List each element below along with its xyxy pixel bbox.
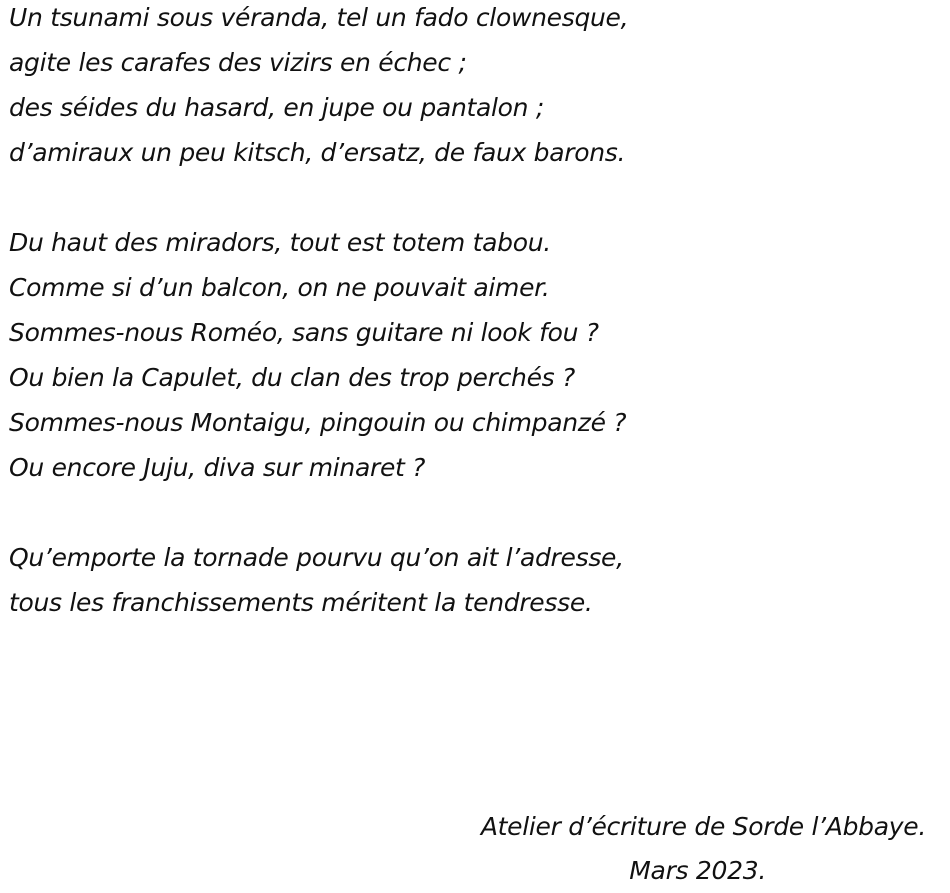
poem-line: Un tsunami sous véranda, tel un fado clownesque, — [9, 3, 629, 32]
poem-line: Du haut des miradors, tout est totem tabou. — [9, 228, 551, 257]
poem-line: tous les franchissements méritent la tendresse. — [9, 588, 593, 617]
poem-line: Ou encore Juju, diva sur minaret ? — [9, 453, 426, 482]
poem-line: Comme si d’un balcon, on ne pouvait aimer. — [9, 273, 550, 302]
signature-atelier: Atelier d’écriture de Sorde l’Abbaye. — [480, 812, 926, 841]
poem-line: des séides du hasard, en jupe ou pantalon ; — [9, 93, 544, 122]
poem-line: Ou bien la Capulet, du clan des trop perchés ? — [9, 363, 575, 392]
poem-line: d’amiraux un peu kitsch, d’ersatz, de faux barons. — [9, 138, 626, 167]
poem-line: Sommes-nous Roméo, sans guitare ni look fou ? — [9, 318, 599, 347]
poem-line: agite les carafes des vizirs en échec ; — [9, 48, 467, 77]
poem-line: Qu’emporte la tornade pourvu qu’on ait l’adresse, — [9, 543, 624, 572]
signature-date: Mars 2023. — [629, 856, 766, 885]
poem-line: Sommes-nous Montaigu, pingouin ou chimpanzé ? — [9, 408, 627, 437]
